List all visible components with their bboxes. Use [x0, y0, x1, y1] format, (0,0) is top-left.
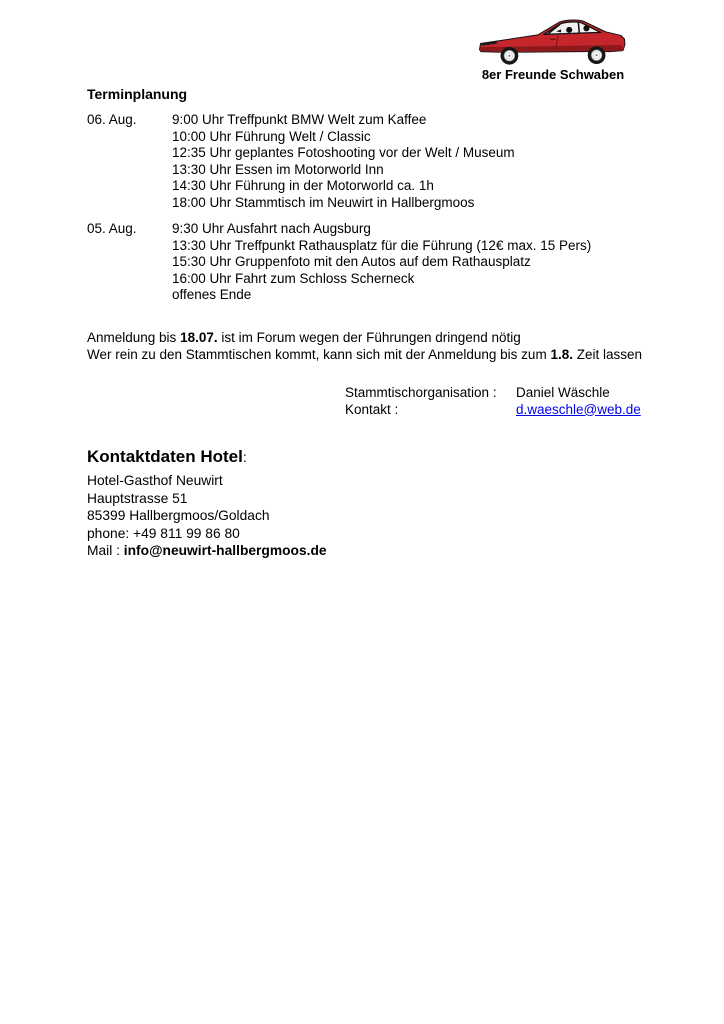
org-row: [345, 385, 641, 402]
hotel-heading-colon: :: [242, 449, 247, 465]
organisation-block: [345, 385, 641, 418]
schedule-item: 15:30 Uhr Gruppenfoto mit den Autos auf dem Rathausplatz: [172, 254, 531, 269]
schedule-item: 10:00 Uhr Führung Welt / Classic: [172, 128, 371, 144]
note-line-2: [87, 347, 642, 364]
note-deadline: 18.07.: [180, 330, 218, 345]
schedule-block: [87, 112, 591, 304]
schedule-item: 12:35 Uhr geplantes Fotoshooting vor der Welt / Museum: [172, 145, 515, 160]
schedule-date: 05. Aug.: [87, 221, 137, 236]
schedule-item: 14:30 Uhr Führung in der Motorworld ca. 1h: [172, 178, 434, 193]
hotel-block: [87, 447, 327, 560]
hotel-heading-text: Kontaktdaten Hotel: [87, 447, 243, 466]
schedule-date: 06. Aug.: [87, 112, 137, 127]
club-logo: [477, 14, 629, 82]
schedule-items: [172, 112, 515, 211]
note-deadline: 1.8.: [550, 346, 573, 362]
hotel-heading: [87, 447, 327, 467]
hotel-line: Hauptstrasse 51: [87, 490, 188, 506]
schedule-day-row: [87, 221, 591, 304]
schedule-item: 9:30 Uhr Ausfahrt nach Augsburg: [172, 221, 371, 236]
registration-notes: [87, 330, 642, 363]
schedule-item: 9:00 Uhr Treffpunkt BMW Welt zum Kaffee: [172, 112, 427, 127]
hotel-line: 85399 Hallbergmoos/Goldach: [87, 508, 270, 524]
mail-label: Mail :: [87, 543, 124, 559]
mail-value: info@neuwirt-hallbergmoos.de: [123, 543, 327, 559]
hotel-mail-line: [87, 542, 327, 560]
schedule-item: 13:30 Uhr Treffpunkt Rathausplatz für die Führung (12€ max. 15 Pers): [172, 237, 592, 253]
note-line-1: [87, 330, 642, 347]
page-title: Terminplanung: [87, 86, 188, 102]
note-text: Anmeldung bis: [87, 330, 181, 345]
schedule-item: offenes Ende: [172, 287, 252, 302]
schedule-day-row: [87, 112, 591, 211]
org-label: Kontakt :: [345, 401, 399, 417]
car-illustration-icon: [478, 14, 628, 67]
logo-caption: 8er Freunde Schwaben: [481, 67, 625, 82]
org-label: Stammtischorganisation :: [345, 385, 497, 400]
org-row: [345, 402, 641, 419]
hotel-line: phone: +49 811 99 86 80: [87, 525, 240, 541]
note-text: ist im Forum wegen der Führungen dringend nötig: [217, 330, 521, 345]
note-text: Wer rein zu den Stammtischen kommt, kann sich mit der Anmeldung bis zum: [87, 346, 551, 362]
schedule-items: [172, 221, 591, 304]
hotel-line: Hotel-Gasthof Neuwirt: [87, 473, 223, 488]
schedule-item: 16:00 Uhr Fahrt zum Schloss Scherneck: [172, 270, 415, 286]
schedule-item: 13:30 Uhr Essen im Motorworld Inn: [172, 161, 384, 177]
schedule-item: 18:00 Uhr Stammtisch im Neuwirt in Hallbergmoos: [172, 194, 475, 210]
note-text: Zeit lassen: [572, 346, 642, 362]
contact-email-link[interactable]: d.waeschle@web.de: [516, 401, 641, 417]
org-value: Daniel Wäschle: [516, 385, 610, 400]
